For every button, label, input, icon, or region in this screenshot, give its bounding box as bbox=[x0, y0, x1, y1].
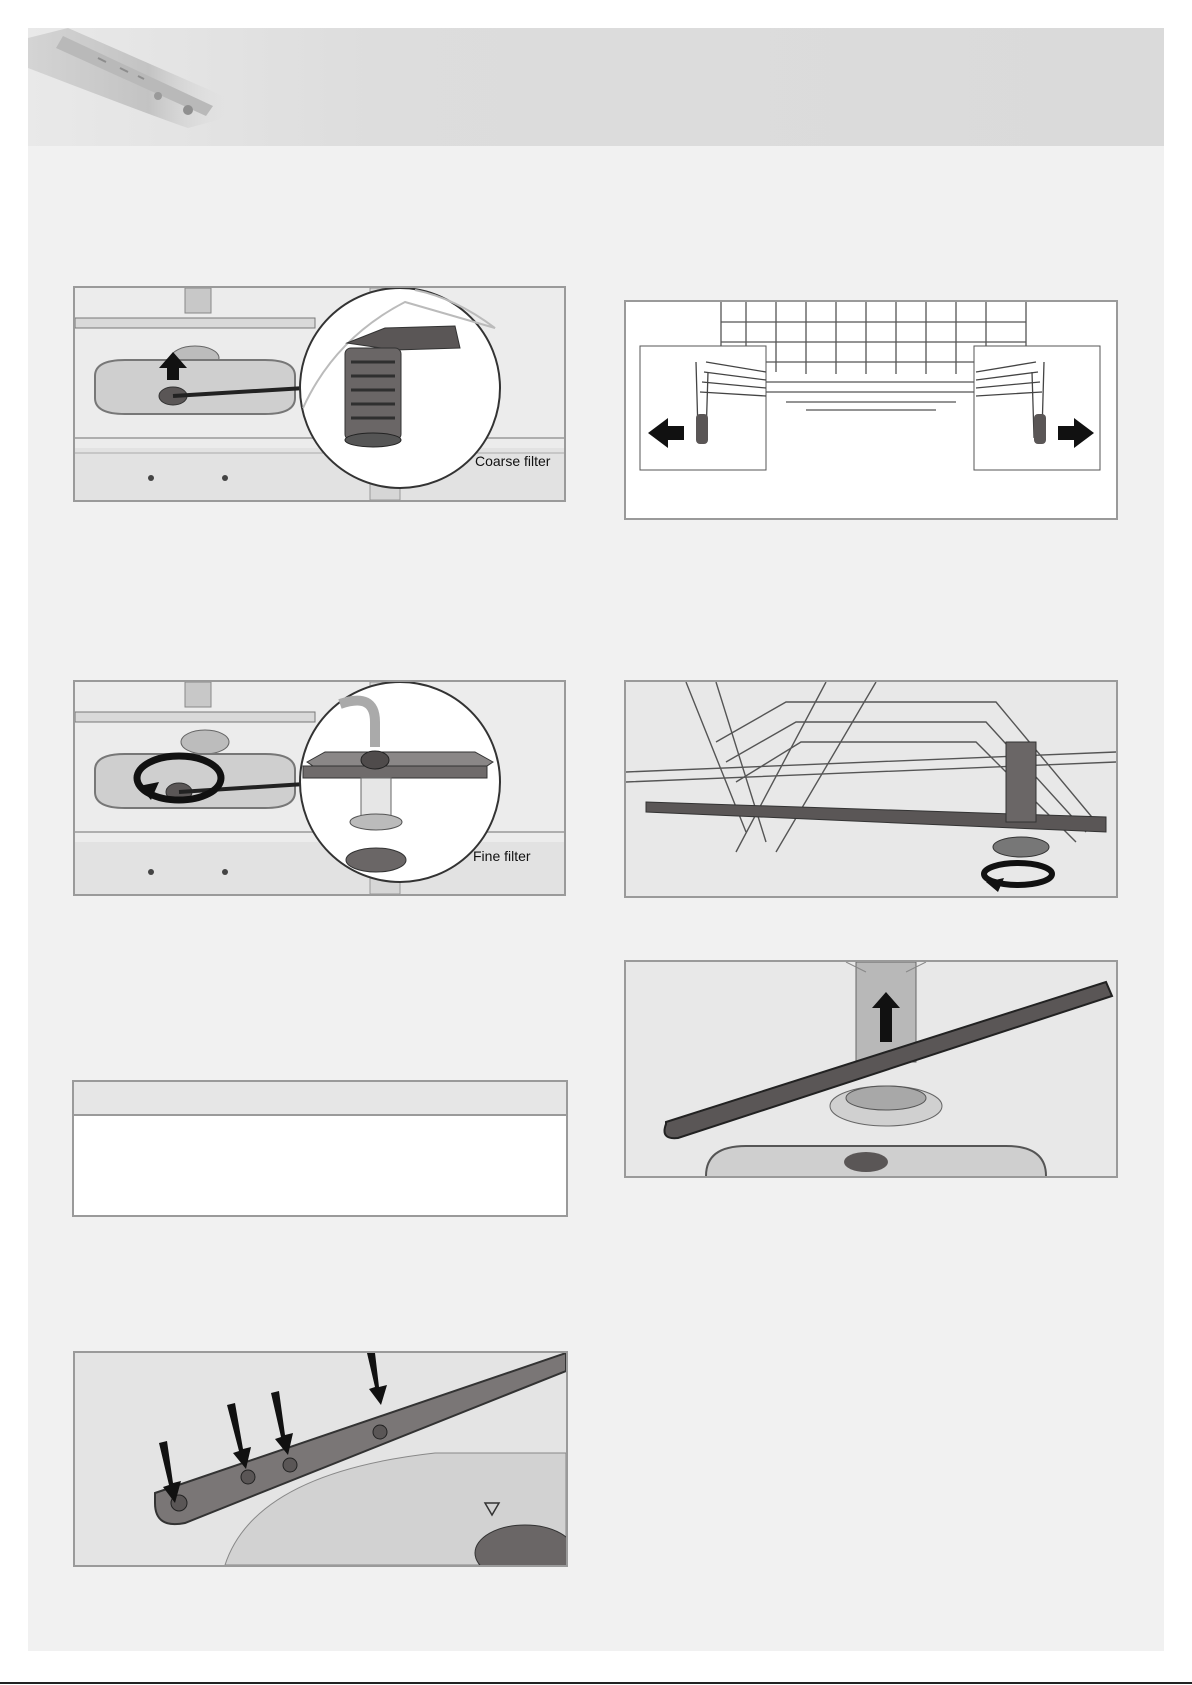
fine-filter-label: Fine filter bbox=[473, 848, 531, 864]
figure-fine-filter bbox=[73, 680, 566, 896]
figure-basket-removal bbox=[624, 300, 1118, 520]
figure-coarse-filter bbox=[73, 286, 566, 502]
coarse-filter-label: Coarse filter bbox=[475, 453, 551, 469]
bottom-rule bbox=[0, 1682, 1192, 1684]
note-box-header bbox=[74, 1082, 566, 1116]
header-spray-arm-image bbox=[28, 28, 268, 146]
figure-spray-arm-nozzles bbox=[73, 1351, 568, 1567]
header-band bbox=[28, 28, 1164, 146]
figure-lift-spray-arm bbox=[624, 960, 1118, 1178]
note-box bbox=[72, 1080, 568, 1217]
figure-upper-spray-arm-rotate bbox=[624, 680, 1118, 898]
